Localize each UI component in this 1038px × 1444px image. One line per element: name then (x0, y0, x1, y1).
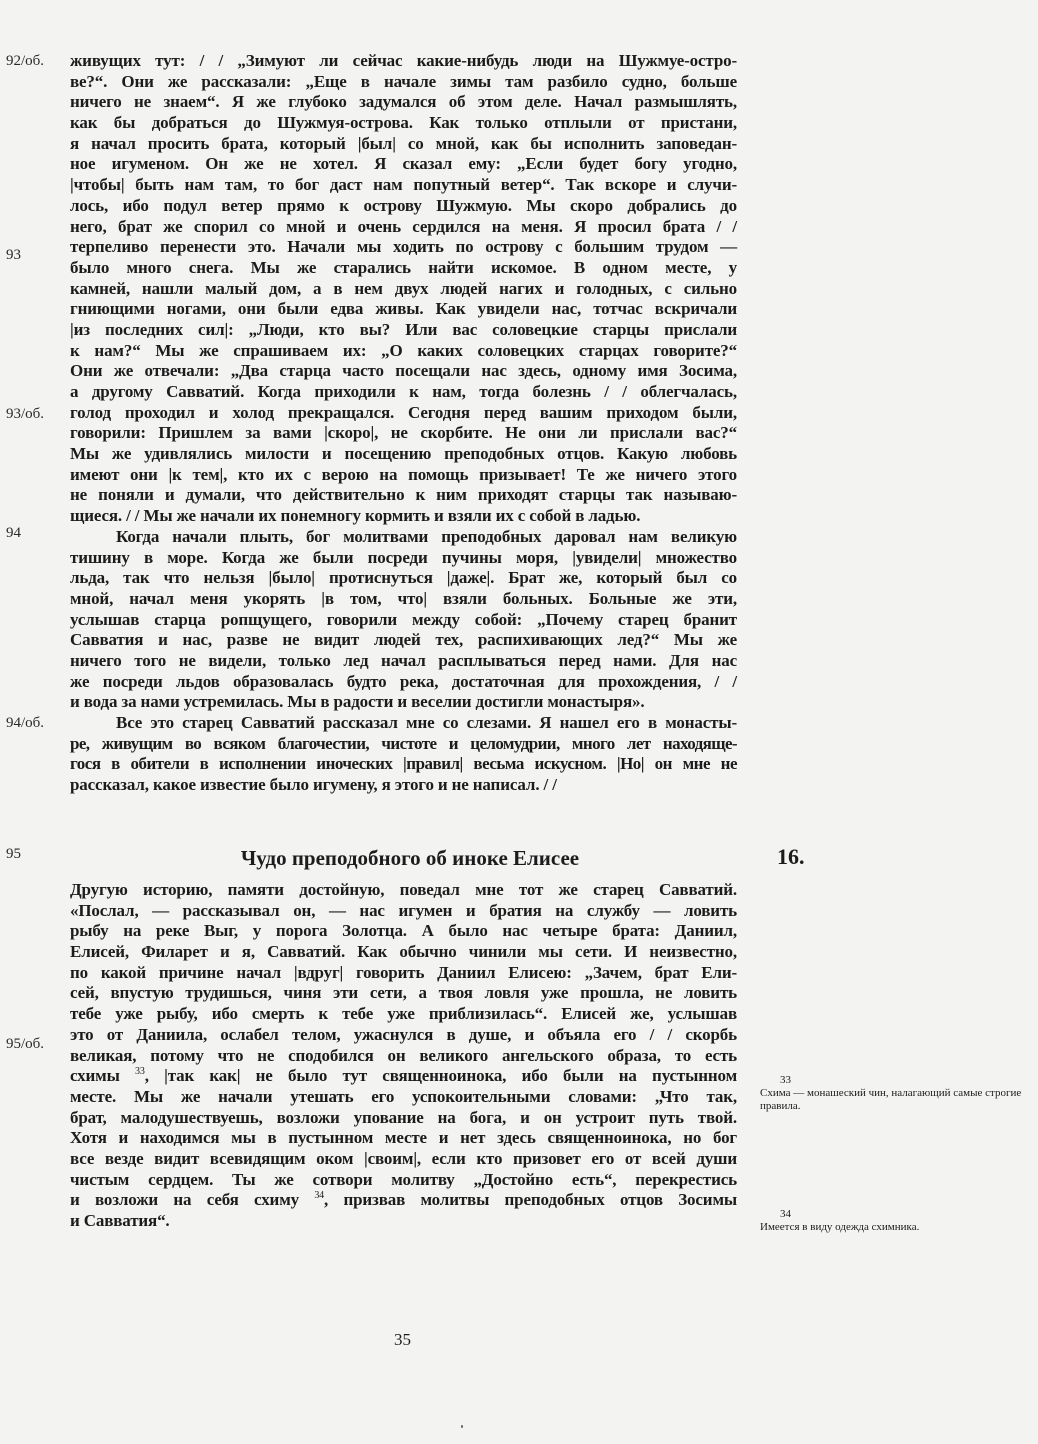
text-line: к нам?“ Мы же спрашиваем их: „О каких соловецких старцах говорите?“ (70, 340, 737, 360)
footnote-text: Схима — монашеский чин, налагающий самые строгие правила. (760, 1087, 1022, 1112)
text-line: камней, нашли малый дом, а в нем двух людей нагих и голодных, с сильно (70, 278, 737, 298)
text-line: и Савватия“. (70, 1211, 170, 1230)
margin-ref: 93 (6, 247, 21, 263)
text-line: это от Даниила, ослабел телом, ужаснулся в душе, и объяла его / / скорбь (70, 1024, 737, 1044)
text-line: чистым сердцем. Ты же сотвори молитву „Достойно есть“, перекрестись (70, 1169, 737, 1189)
text-line: брат, малодушествуешь, возложи упование на бога, и он устроит путь твой. (70, 1107, 737, 1127)
text-line: месте. Мы же начали утешать его успокоительными словами: „Что так, (70, 1086, 737, 1106)
margin-ref: 94 (6, 525, 21, 541)
text-line: не поняли и думали, что действительно к ним приходят старцы так называю- (70, 485, 737, 505)
text-line (70, 1190, 737, 1211)
text-line: голод проходил и холод прекращался. Сегодня перед вашим приходом были, (70, 402, 737, 422)
text-line: Все это старец Савватий рассказал мне со слезами. Я нашел его в монасты- (116, 713, 737, 732)
text-line: Савватия и нас, разве не видит людей тех, распихивающих лед?“ Мы же (70, 630, 737, 650)
chapter-number: 16. (777, 844, 805, 869)
text-line: мной, начал меня укорять |в том, что| взяли больных. Больные же эти, (70, 588, 737, 608)
text-fragment: , призвав молитвы преподобных отцов Зосимы (324, 1190, 737, 1210)
text-line: говорили: Пришлем за вами |скоро|, не скорбите. Не они ли прислали вас?“ (70, 423, 737, 443)
text-line: по какой причине начал |вдруг| говорить Даниил Елисею: „Зачем, брат Ели- (70, 962, 737, 982)
text-line: тебе уже рыбу, ибо смерть к тебе уже приблизилась“. Елисей же, услышав (70, 1004, 737, 1024)
text-line: я начал просить брата, который |был| со мной, как бы исполнить заповедан- (70, 133, 737, 153)
text-line: а другому Савватий. Когда приходили к нам, тогда болезнь / / облегчалась, (70, 382, 737, 401)
text-line: и вода за нами устремилась. Мы в радости и веселии достигли монастыря». (70, 692, 645, 712)
text-line: льда, так что нельзя |было| протиснуться |даже|. Брат же, который был со (70, 568, 737, 588)
text-line (70, 1066, 737, 1087)
text-line: ное игуменом. Он же не хотел. Я сказал ему: „Если будет богу угодно, (70, 154, 737, 174)
footnote-number: 34 (780, 1208, 791, 1220)
text-line: ничего того не видели, только лед начал расплываться перед нами. Для нас (70, 650, 737, 670)
text-line: щиеся. / / Мы же начали их понемногу кормить и взяли их с собой в ладью. (70, 506, 641, 526)
text-line: Когда начали плыть, бог молитвами преподобных даровал нам великую (116, 526, 737, 546)
text-line: гося в обители в исполнении иноческих |правил| весьма искусном. |Но| он мне не (70, 754, 737, 774)
text-line: все везде видит всевидящим оком |своим|, если кто призовет его от всей души (70, 1148, 737, 1168)
text-line: лось, ибо подул ветер прямо к острову Шужмую. Мы скоро добрались до (70, 195, 737, 215)
footnote-number: 33 (780, 1074, 791, 1086)
scan-speck (461, 1425, 463, 1428)
text-line: живущих тут: / / „Зимуют ли сейчас какие-нибудь люди на Шужмуе-остро- (70, 51, 737, 70)
margin-ref: 93/об. (6, 406, 45, 422)
text-line: было много снега. Мы же старались найти искомое. В одном месте, у (70, 257, 737, 277)
text-fragment: и возложи на себя схиму (70, 1190, 315, 1210)
text-line: имеют они |к тем|, кто их с верою на помощь призывает! Те же ничего этого (70, 464, 737, 484)
footnote-text: Имеется в виду одежда схимника. (760, 1221, 920, 1233)
text-block-story (70, 880, 737, 1232)
text-line: ве?“. Они же рассказали: „Еще в начале зимы там разбило судно, больше (70, 71, 737, 91)
text-line: тишину в море. Когда же были посреди пучины моря, |увидели| множество (70, 547, 737, 567)
margin-ref: 95/об. (6, 1036, 45, 1052)
margin-ref: 92/об. (6, 53, 45, 69)
footnote-ref[interactable]: 33 (135, 1066, 145, 1078)
text-line: Они же отвечали: „Два старца часто посещали нас здесь, одному имя Зосима, (70, 361, 737, 381)
text-line: рассказал, какое известие было игумену, я этого и не написал. / / (70, 775, 557, 795)
text-line: терпеливо перенести это. Начали мы ходить по острову с большим трудом — (70, 237, 737, 257)
text-line: как бы добраться до Шужмуя-острова. Как только отплыли от пристани, (70, 113, 737, 133)
text-line: ре, живущим во всяком благочестии, чистоте и целомудрии, много лет находяще- (70, 733, 737, 753)
text-block-top (70, 51, 737, 796)
text-line: сей, впустую трудишься, чиня эти сети, а твоя ловля уже прошла, не ловить (70, 983, 737, 1003)
margin-ref: 94/об. (6, 715, 45, 731)
page-number: 35 (394, 1330, 411, 1349)
text-line: Мы же удивлялись милости и посещению преподобных отцов. Какую любовь (70, 444, 737, 464)
text-line: |из последних сил|: „Люди, кто вы? Или вас соловецкие старцы прислали (70, 319, 737, 339)
text-line: гниющими ногами, они были едва живы. Как увидели нас, тотчас вскричали (70, 299, 737, 319)
footnote (760, 1074, 1032, 1113)
text-line: Елисей, Филарет и я, Савватий. Как обычно чинили мы сети. И неизвестно, (70, 942, 737, 962)
text-line: него, брат же спорил со мной и очень сердился на меня. Я просил брата / / (70, 216, 737, 236)
text-line: «Послал, — рассказывал он, — нас игумен и братия на службу — ловить (70, 900, 737, 920)
margin-ref: 95 (6, 846, 21, 862)
text-line: Хотя и находимся мы в пустынном месте и нет здесь священноинока, но бог (70, 1128, 737, 1148)
text-line: услышав старца ропщущего, говорили между собой: „Почему старец бранит (70, 609, 737, 629)
text-line: рыбу на реке Выг, у порога Золотца. А было нас четыре брата: Даниил, (70, 921, 737, 941)
text-line: великая, потому что не сподобился он великого ангельского образа, то есть (70, 1045, 737, 1065)
footnote (760, 1208, 1032, 1234)
text-line: |чтобы| быть нам там, то бог даст нам попутный ветер“. Так вскоре и случи- (70, 175, 737, 195)
text-line: же посреди льдов образовалась будто река, достаточная для прохождения, / / (70, 671, 737, 691)
text-line: Другую историю, памяти достойную, поведал мне тот же старец Савватий. (70, 880, 737, 899)
chapter-heading: Чудо преподобного об иноке Елисее (240, 846, 580, 870)
text-fragment: , |так как| не было тут священноинока, ибо были на пустынном (144, 1066, 737, 1086)
text-fragment: схимы (70, 1066, 136, 1086)
footnote-ref[interactable]: 34 (314, 1190, 325, 1202)
text-line: ничего не знаем“. Я же глубоко задумался об этом деле. Начал размышлять, (70, 92, 737, 112)
